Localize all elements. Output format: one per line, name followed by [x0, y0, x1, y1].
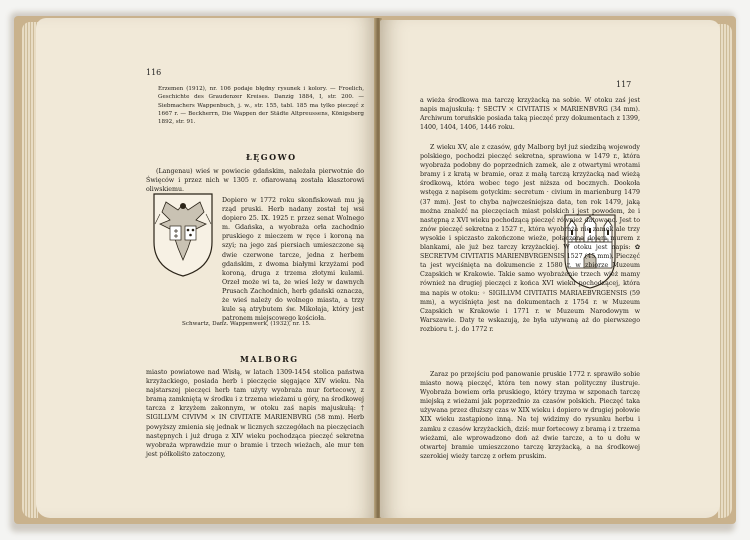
page-number-left: 116 — [146, 68, 162, 77]
malborg-body-paragraph: miasto powiatowe nad Wisłą, w latach 1309-1454 stolica państwa krzyżackiego, posiada herb i pieczęcie sięgające XIV wieku. Na najstarszej pieczęci herb tam użyty wyobraża mur fortecowy, z bramą zamkniętą w środku i z trzema wieżami u góry, na środkowej tarcza z krzyżem zakonnym, w otoku zaś napis majuskułą: † SIGILLVM CIVIVM × IN CIVITATE MARIENBVRG (58 mm). Herb powyższy zmienia się jednak w licznych szczegółach na pieczęciach następnych i już druga z XIV wieku pochodząca pieczęć sekretna wyobraża wprawdzie mur o bramie i trzech wieżach, ale mur ten jest półkoliśto zatoczony, — [146, 369, 364, 458]
legowo-coat-of-arms-image — [148, 190, 218, 278]
right-para-2-wrap — [420, 143, 640, 334]
legowo-body-paragraph: Dopiero w 1772 roku skonfiskowań mu ją rząd pruski. Herb nadany został tej wsi dopiero 25. IX. 1925 r. przez senat Wolnego m. Gdańska, a wyobraża orła zachodnio pruskiego z mieczem w ręce i koroną na szyi; na jego zaś piersiach umieszczone są dwie czerwone tarcze, jedna z herbem gdańskim, z dwoma białymi krzyżami pod koroną, druga z trzema złotymi kulami. Orzeł może wi ta, że wieś leży w dawnych Prusach Zachodnich, herb gdański oznacza, że wieś należy do wolnego miasta, a trzy kule są atrybutem św. Mikołaja, który jest patronem miejscowego kościoła. — [222, 197, 364, 323]
right-paragraph-2: Z wieku XV, ale z czasów, gdy Malborg był już siedzibą wojewody polskiego, pochodzi pieczęć sekretna, sprawiona w 1479 r., która wyobraża podobny do poprzednich zamek, ale z otwartymi wrotami bramy i z kratą w bramie, oraz z małą tarczą krzyżacką nad wieżą środkową, która wobec tego jest niższa od bocznych. Dookoła wstęga z napisem gotyckim: secretum · civium in marienburg 1479 (37 mm). Jest to chyba najwcześniejsza data, ten rok 1479, jaką można znaleźć na pieczęciach miast polskich i jest powodem, że i następną z XVI wieku pochodzącą pieczęć również datowano. Jest to znów pieczęć sekretna z 1527 r., która wyobraża nie zamek ale trzy wysokie i spiczasto zakończone wieże, połączone dołem murem z blankami, ale już bez tarczy krzyżackiej. W otoku jest napis: ✿ SECRETVM CIVITATIS MARIENBVRGENSIS 1527 (45 mm). Pieczęć ta jest wyciśnięta na dokumencie z 1580 r. w zbiorze Muzeum Czapskich w Krakowie. Takie samo wyobrażenie trzech wież mamy również na drugiej pieczęci z końca XVI wieku pochodzącej, która ma napis w otoku: ◦ SIGILLVM CIVITATIS MARIAEBVRGENSIS (59 mm), a wyciśnięta jest na dokumentach z 1754 r. w Muzeum Czapskich w Krakowie i 1771 r. w Muzeum Narodowym w Warszawie. Daty te wskazują, że była używaną aż do pierwszego rozbioru t. j. do 1772 r. — [420, 144, 640, 333]
left-page — [36, 18, 376, 518]
right-paragraph-1: a wieża środkowa ma tarczę krzyżacką na sobie. W otoku zaś jest napis majuskułą: † SECTV × CIVITATIS × MARIENBVRG (34 mm). Archiwum toruńskie posiada taką pieczęć przy dokumentach z 1399, 1400, 1404, 1406, 1446 roku. — [420, 97, 640, 132]
malborg-body — [146, 368, 364, 459]
right-para-1 — [420, 96, 640, 132]
references-text — [158, 85, 364, 126]
section-heading-legowo: ŁĘGOWO — [246, 152, 297, 162]
right-page-edges — [718, 24, 732, 518]
right-para-3-wrap — [420, 370, 640, 461]
right-page — [380, 20, 720, 518]
page-number-right: 117 — [616, 80, 632, 89]
right-paragraph-3: Zaraz po przejściu pod panowanie pruskie 1772 r. sprawiło sobie miasto nową pieczęć, która ten nowy stan polityczny ilustruje. Wyobraża bowiem orła pruskiego, który trzyma w szponach tarczę miejską z wieżami jak poprzednio za czasów polskich. Pieczęć taka używana przez dłuższy czas w XIX wieku i dopiero w drugiej połowie XIX wieku zastąpiono inną. Na tej widzimy do rysunku herbu i zamku z czasów krzyżackich, dziś: mur fortecowy z bramą i z trzema wieżami, ale wprowadzono doń aż dwie tarcze, a to u dołu w otwartej bramie umieszczono tarczę krzyżacką, a na środkowej szerokiej wieży tarczę z orłem pruskim. — [420, 371, 640, 460]
references-paragraph: Erzemen (1912), nr. 106 podaje błędny rysunek i kolory. — Froelich, Geschichte des Graudenzer Kreises. Danzig 1884, I, str. 200. — Siebmachers Wappenbuch, j. w., str. 155, tabl. 185 ma tylko pieczęć z 1667 r. — Beckherrn, Die Wappen der Städte Altpreussens, Königsberg 1892, str. 91. — [158, 86, 364, 126]
section-heading-malborg: MALBORG — [240, 354, 299, 364]
legowo-body-wrap — [222, 196, 364, 323]
legowo-caption: Schwartz, Danz. Wappenwerk, (1932), nr. 15. — [182, 321, 311, 327]
legowo-intro-paragraph: (Langenau) wieś w powiecie gdańskim, należała pierwotnie do Święców i przez nich w 1305 r. ofiarowaną została klasztorowi oliwskiemu. — [146, 168, 364, 194]
